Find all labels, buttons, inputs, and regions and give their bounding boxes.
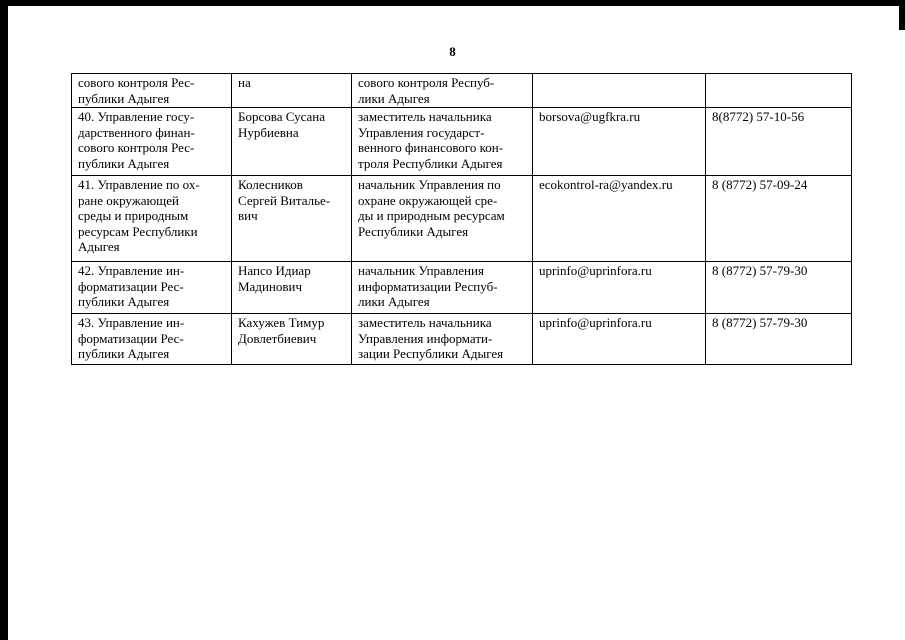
organization-cell: 42. Управление ин- форматизации Рес- публики Адыгея (72, 262, 232, 314)
email-cell: uprinfo@uprinfora.ru (533, 314, 706, 365)
table-row (72, 262, 852, 314)
page-number: 8 (449, 44, 456, 59)
phone-cell (706, 74, 852, 108)
phone-cell: 8(8772) 57-10-56 (706, 108, 852, 176)
organization-cell: 40. Управление госу- дарственного финан- сового контроля Рес- публики Адыгея (72, 108, 232, 176)
position-cell: заместитель начальника Управления информати- зации Республики Адыгея (352, 314, 533, 365)
table-row (72, 74, 852, 108)
organization-cell: 41. Управление по ох- ране окружающей среды и природным ресурсам Республики Адыгея (72, 176, 232, 262)
scan-edge-left (0, 0, 8, 640)
phone-cell: 8 (8772) 57-79-30 (706, 262, 852, 314)
position-cell: начальник Управления по охране окружающей сре- ды и природным ресурсам Республики Адыгея (352, 176, 533, 262)
organization-cell: сового контроля Рес- публики Адыгея (72, 74, 232, 108)
name-cell: Борсова Сусана Нурбиевна (232, 108, 352, 176)
position-cell: сового контроля Респуб- лики Адыгея (352, 74, 533, 108)
name-cell: Кахужев Тимур Довлетбиевич (232, 314, 352, 365)
phone-cell: 8 (8772) 57-09-24 (706, 176, 852, 262)
email-cell: borsova@ugfkra.ru (533, 108, 706, 176)
scan-edge-right (899, 0, 905, 30)
position-cell: начальник Управления информатизации Респуб- лики Адыгея (352, 262, 533, 314)
email-cell: uprinfo@uprinfora.ru (533, 262, 706, 314)
contacts-table (71, 73, 852, 365)
phone-cell: 8 (8772) 57-79-30 (706, 314, 852, 365)
table-row (72, 314, 852, 365)
table-row (72, 176, 852, 262)
email-cell: ecokontrol-ra@yandex.ru (533, 176, 706, 262)
scan-edge-top (0, 0, 905, 6)
name-cell: на (232, 74, 352, 108)
position-cell: заместитель начальника Управления государст- венного финансового кон- троля Республики Адыгея (352, 108, 533, 176)
name-cell: Напсо Идиар Мадинович (232, 262, 352, 314)
table-row (72, 108, 852, 176)
organization-cell: 43. Управление ин- форматизации Рес- публики Адыгея (72, 314, 232, 365)
name-cell: Колесников Сергей Виталье- вич (232, 176, 352, 262)
email-cell (533, 74, 706, 108)
